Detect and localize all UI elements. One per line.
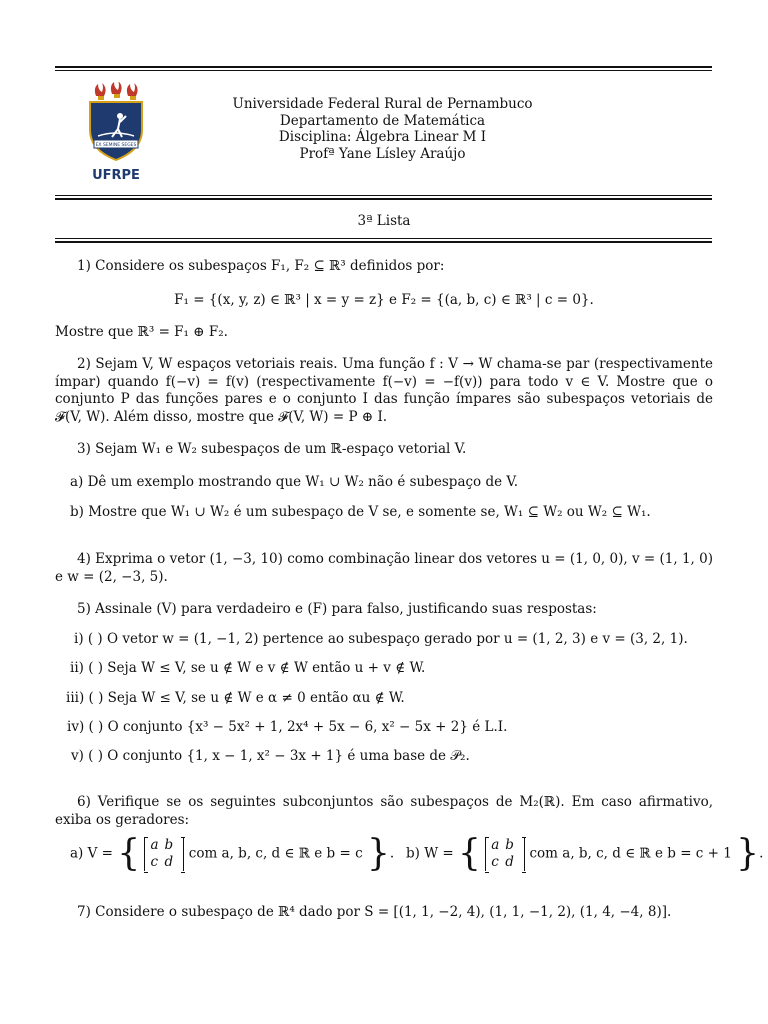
matrix-entry: c (491, 854, 499, 870)
department-name: Departamento de Matemática (279, 112, 486, 129)
left-brace: { (117, 833, 141, 874)
q2-text: 2) Sejam V, W espaços vetoriais reais. Uma função f : V → W chama-se par (respectivamente ímpar) quando f(−v) = f(v) (respectivamente f(−v) = −f(v)) para todo v ∈ V. Mostre que o conjunto P das funções pares e o conjunto I das função ímpares são subespaços vetoriais de 𝓕(V, W). Além disso, mostre que 𝓕(V, W) = P ⊕ I. (55, 356, 713, 425)
matrix-entry: c (150, 854, 159, 870)
logo-motto: EX SEMINE SEGES (95, 143, 137, 148)
matrix-entry: a (150, 837, 159, 853)
q5-item: v) ( ) O conjunto {1, x − 1, x² − 3x + 1} é uma base de 𝒫₂. (71, 748, 470, 764)
right-brace: } (366, 833, 390, 874)
matrix (144, 837, 184, 871)
q6-a-condition: com a, b, c, d ∈ ℝ e b = c (188, 845, 363, 862)
q6-a-label: a) V = (70, 845, 113, 862)
logo-text: UFRPE (92, 168, 140, 183)
q6-b-condition: com a, b, c, d ∈ ℝ e b = c + 1 (529, 845, 732, 862)
left-brace: { (457, 833, 481, 874)
q5-item: iii) ( ) Seja W ≤ V, se u ∉ W e α ≠ 0 então αu ∉ W. (66, 690, 405, 706)
professor-name: Profª Yane Lísley Araújo (299, 145, 466, 162)
top-rule-thin (55, 70, 712, 71)
q5-item: ii) ( ) Seja W ≤ V, se u ∉ W e v ∉ W então u + v ∉ W. (70, 660, 426, 676)
q6-b: b) W = { a b c d com a, b, c, d ∈ ℝ e b = c + 1 }. (406, 833, 764, 874)
q1-intro: 1) Considere os subespaços F₁, F₂ ⊆ ℝ³ definidos por: (77, 258, 445, 274)
lower-rule (55, 241, 712, 243)
course-name: Disciplina: Álgebra Linear M I (278, 129, 487, 145)
matrix-entry: d (505, 854, 514, 870)
q1-definition: F₁ = {(x, y, z) ∈ ℝ³ | x = y = z} e F₂ = {(a, b, c) ∈ ℝ³ | c = 0}. (174, 292, 594, 308)
q4-text: 4) Exprima o vetor (1, −3, 10) como combinação linear dos vetores u = (1, 0, 0), v = (1, 1, 0) e w = (2, −3, 5). (55, 551, 713, 585)
q6-intro: 6) Verifique se os seguintes subconjuntos são subespaços de M₂(ℝ). Em caso afirmativo, exiba os geradores: (55, 794, 713, 828)
q5-item: i) ( ) O vetor w = (1, −1, 2) pertence ao subespaço gerado por u = (1, 2, 3) e v = (3, 2, 1). (74, 631, 688, 647)
right-brace: } (736, 833, 760, 874)
top-rule (55, 66, 712, 68)
matrix-entry: b (505, 837, 514, 853)
q3-a: a) Dê um exemplo mostrando que W₁ ∪ W₂ não é subespaço de V. (70, 474, 519, 490)
matrix-entry: a (491, 837, 500, 853)
matrix-entry: d (164, 854, 174, 870)
q3-b: b) Mostre que W₁ ∪ W₂ é um subespaço de V se, e somente se, W₁ ⊆ W₂ ou W₂ ⊆ W₁. (70, 504, 651, 520)
lower-rule-thin (55, 238, 712, 239)
matrix (485, 837, 525, 871)
q1-task: Mostre que ℝ³ = F₁ ⊕ F₂. (55, 324, 228, 340)
header (200, 96, 565, 162)
ufrpe-logo (76, 82, 156, 184)
q5-item: iv) ( ) O conjunto {x³ − 5x² + 1, 2x⁴ + 5x − 6, x² − 5x + 2} é L.I. (67, 719, 508, 735)
q6-b-label: b) W = (406, 845, 454, 862)
university-name: Universidade Federal Rural de Pernambuco (232, 96, 533, 112)
mid-rule-thin (55, 195, 712, 196)
q6-a: a) V = { a b c d com a, b, c, d ∈ ℝ e b = c }. (70, 833, 395, 874)
matrix-entry: b (164, 837, 174, 853)
mid-rule (55, 198, 712, 200)
q3-intro: 3) Sejam W₁ e W₂ subespaços de um ℝ-espaço vetorial V. (77, 441, 467, 457)
list-title: 3ª Lista (357, 213, 411, 229)
q5-intro: 5) Assinale (V) para verdadeiro e (F) para falso, justificando suas respostas: (77, 601, 597, 617)
q7-text: 7) Considere o subespaço de ℝ⁴ dado por S = [(1, 1, −2, 4), (1, 1, −1, 2), (1, 4, −4, 8)]. (77, 904, 672, 920)
